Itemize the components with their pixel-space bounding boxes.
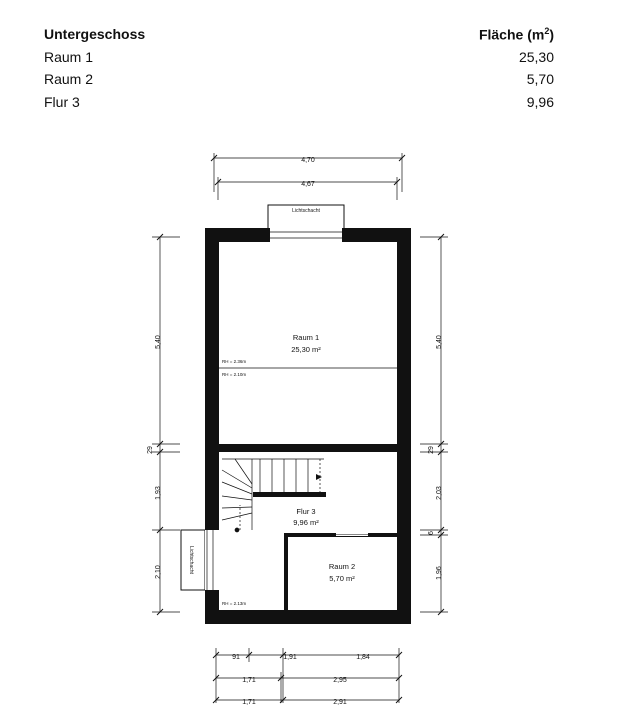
dim-label: 29 — [147, 446, 154, 454]
dim-label: 2,91 — [333, 699, 347, 706]
dim-label: 4,70 — [301, 157, 315, 164]
lightwell-label: Lichtschacht — [188, 546, 194, 574]
dim-label: 29 — [428, 446, 435, 454]
dim-label: 1,91 — [283, 654, 297, 661]
dim-label: 1,93 — [155, 486, 162, 500]
room-name: Flur 3 — [44, 93, 80, 110]
room-height-label: RH = 2.10m — [222, 372, 247, 377]
room-area: 25,30 — [518, 48, 554, 65]
dim-label: 2,95 — [333, 677, 347, 684]
room-area: 9,96 — [526, 93, 554, 110]
dim-label: 1,84 — [356, 654, 370, 661]
room-height-label: RH = 2.13m — [222, 601, 247, 606]
area-column-header: Fläche $(m^2)$ — [478, 26, 554, 43]
dim-label: 1,71 — [242, 699, 256, 706]
dim-label: 91 — [232, 654, 240, 661]
room-height-label: RH = 2.36m — [222, 359, 247, 364]
lightwell-left — [181, 530, 219, 590]
flur3-area: 9,96 m² — [293, 518, 319, 527]
room-area: 5,70 — [526, 71, 554, 87]
flur3-name: Flur 3 — [296, 507, 316, 516]
dim-label: 1,96 — [436, 566, 443, 580]
lightwell-label: Lichtschacht — [292, 208, 320, 214]
dim-label: 2,03 — [436, 486, 443, 500]
raum2-name: Raum 2 — [328, 562, 356, 571]
dim-label: 6 — [428, 531, 435, 535]
dim-label: 1,71 — [242, 677, 256, 684]
floor-title: Untergeschoss — [44, 26, 146, 42]
dim-label: 5,40 — [155, 335, 162, 349]
dim-label: 2,10 — [155, 565, 162, 579]
raum1-area: 25,30 m² — [291, 345, 321, 354]
raum1-name: Raum 1 — [292, 333, 320, 342]
room-name: Raum 2 — [44, 71, 94, 87]
raum2-area: 5,70 m² — [329, 574, 355, 583]
dim-label: 5,40 — [436, 335, 443, 349]
room-name: Raum 1 — [44, 48, 94, 65]
dim-label: 4,67 — [301, 181, 315, 188]
walls — [205, 228, 411, 624]
